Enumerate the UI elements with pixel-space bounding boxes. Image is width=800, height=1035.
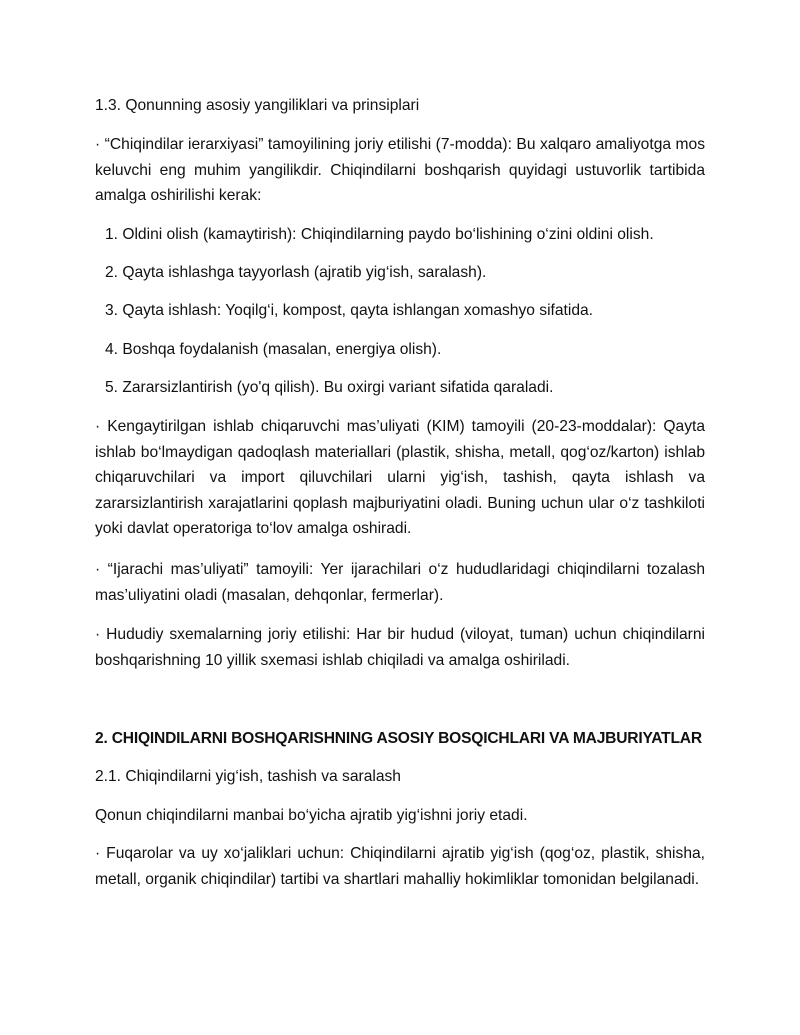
paragraph-citizens-households: · Fuqarolar va uy xo‘jaliklari uchun: Chiqindilarni ajratib yig‘ish (qog‘oz, plastik, shisha, metall, organik chiqindilar) tartibi va shartlari mahalliy hokimliklar tomonidan belgilanadi.	[95, 845, 705, 888]
paragraph-regional-schemes: · Hududiy sxemalarning joriy etilishi: Har bir hudud (viloyat, tuman) uchun chiqindilarni boshqarishning 10 yillik sxemasi ishlab chiqiladi va amalga oshiriladi.	[95, 626, 705, 669]
list-item-preparation: 2. Qayta ishlashga tayyorlash (ajratib yig‘ish, saralash).	[105, 264, 487, 281]
section-heading-1-3: 1.3. Qonunning asosiy yangiliklari va prinsiplari	[95, 97, 420, 114]
paragraph-tenant-responsibility: · “Ijarachi mas’uliyati” tamoyili: Yer ijarachilari o‘z hududlaridagi chiqindilarni tozalash mas’uliyatini oladi (masalan, dehqonlar, fermerlar).	[95, 561, 705, 604]
paragraph-epr-principle: · Kengaytirilgan ishlab chiqaruvchi mas’uliyati (KIM) tamoyili (20-23-moddalar): Qayta ishlab bo‘lmaydigan qadoqlash materiallari (plastik, shisha, metall, qog‘oz/karton) ishlab chiqaruvchilari va import qiluvchilari ularni yig‘ish, tashish, qayta ishlash va zararsizlantirish xarajatlarini qoplash majburiyatini oladi. Buning uchun ular o‘z tashkiloti yoki davlat operatoriga to‘lov amalga oshiradi.	[95, 418, 705, 537]
subsection-heading-2-1: 2.1. Chiqindilarni yig‘ish, tashish va saralash	[95, 768, 401, 785]
list-item-other-use: 4. Boshqa foydalanish (masalan, energiya olish).	[105, 341, 442, 358]
paragraph-source-separation: Qonun chiqindilarni manbai bo‘yicha ajratib yig‘ishni joriy etadi.	[95, 807, 528, 824]
list-item-recycling: 3. Qayta ishlash: Yoqilg‘i, kompost, qayta ishlangan xomashyo sifatida.	[105, 302, 594, 319]
list-item-disposal: 5. Zararsizlantirish (yo'q qilish). Bu oxirgi variant sifatida qaraladi.	[105, 379, 554, 396]
list-item-prevention: 1. Oldini olish (kamaytirish): Chiqindilarning paydo bo‘lishining o‘zini oldini olish.	[105, 226, 654, 243]
section-heading-2: 2. CHIQINDILARNI BOSHQARISHNING ASOSIY BOSQICHLARI VA MAJBURIYATLAR	[95, 730, 702, 747]
paragraph-waste-hierarchy: · “Chiqindilar ierarxiyasi” tamoyilining joriy etilishi (7-modda): Bu xalqaro amaliyotga mos keluvchi eng muhim yangilikdir. Chiqindilarni boshqarish quyidagi ustuvorlik tartibida amalga oshirilishi kerak:	[95, 136, 705, 204]
